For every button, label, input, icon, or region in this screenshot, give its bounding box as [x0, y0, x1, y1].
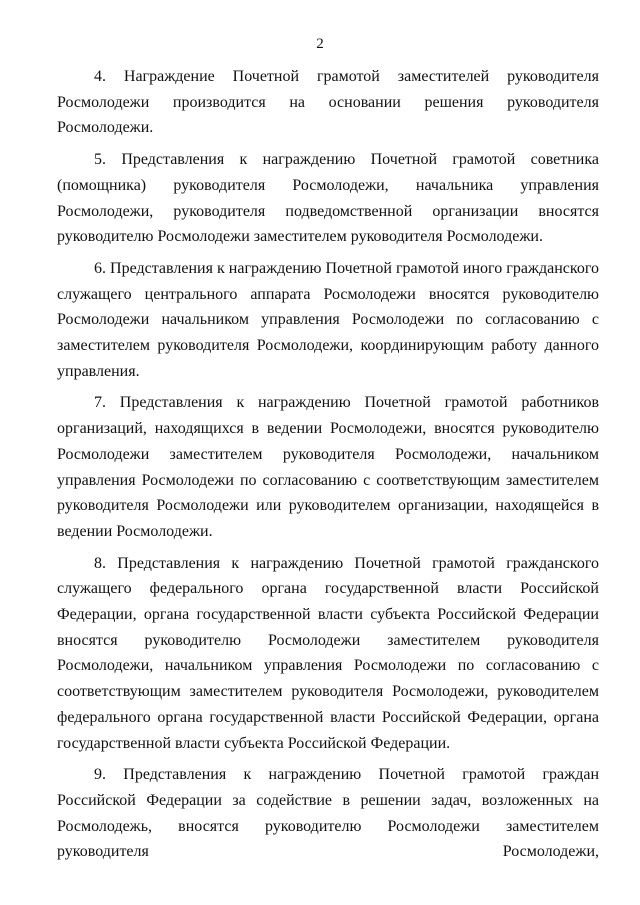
document-body: [57, 64, 599, 871]
paragraph-4: 4. Награждение Почетной грамотой заместителей руководителя Росмолодежи производится на основании решения руководителя Росмолодежи.: [57, 68, 599, 137]
paragraph-6: 6. Представления к награждению Почетной грамотой иного гражданского служащего центрального аппарата Росмолодежи вносятся руководителю Росмолодежи начальником управления Росмолодежи по согласованию с заместителем руководителя Росмолодежи, координирующим работу данного управления.: [57, 259, 599, 380]
paragraph-9: 9. Представления к награждению Почетной грамотой граждан Российской Федерации за содействие в решении задач, возложенных на Росмолодежь, вносятся руководителю Росмолодежи заместителем руководителя Росмолодежи,: [57, 766, 599, 861]
paragraph-5: 5. Представления к награждению Почетной грамотой советника (помощника) руководителя Росмолодежи, начальника управления Росмолодежи, руководителя подведомственной организации вносятся руководителю Росмолодежи заместителем руководителя Росмолодежи.: [57, 151, 599, 246]
paragraph-7: 7. Представления к награждению Почетной грамотой работников организаций, находящихся в ведении Росмолодежи, вносятся руководителю Росмолодежи заместителем руководителя Росмолодежи, начальником управления Росмолодежи по согласованию с соответствующим заместителем руководителя Росмолодежи или руководителем организации, находящейся в ведении Росмолодежи.: [57, 394, 599, 540]
page-number: 2: [316, 36, 324, 52]
paragraph-8: 8. Представления к награждению Почетной грамотой гражданского служащего федерального органа государственной власти Российской Федерации, органа государственной власти субъекта Российской Федерации вносятся руководителю Росмолодежи заместителем руководителя Росмолодежи, начальником управления Росмолодежи по согласованию с соответствующим заместителем руководителя Росмолодежи, руководителем федерального органа государственной власти Российской Федерации, органа государственной власти субъекта Российской Федерации.: [57, 554, 599, 752]
